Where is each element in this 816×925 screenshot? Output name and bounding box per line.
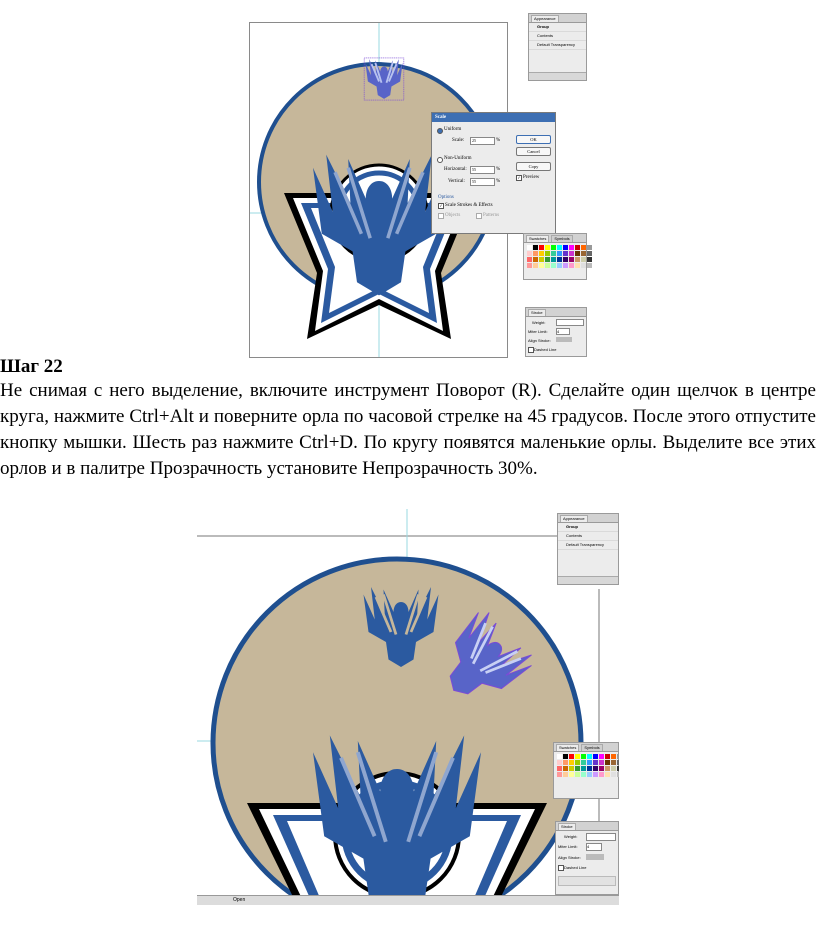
swatch[interactable] bbox=[611, 760, 616, 765]
stroke-panel bbox=[555, 821, 619, 895]
cancel-button[interactable]: Cancel bbox=[516, 147, 551, 156]
swatch[interactable] bbox=[587, 257, 592, 262]
stroke-tab[interactable]: Stroke bbox=[558, 823, 576, 830]
non-uniform-radio[interactable] bbox=[437, 157, 443, 163]
swatch[interactable] bbox=[569, 257, 574, 262]
swatch[interactable] bbox=[587, 772, 592, 777]
swatch[interactable] bbox=[563, 754, 568, 759]
swatch[interactable] bbox=[593, 772, 598, 777]
swatch[interactable] bbox=[539, 251, 544, 256]
swatch[interactable] bbox=[581, 766, 586, 771]
weight-label: Weight: bbox=[532, 320, 546, 325]
swatch[interactable] bbox=[587, 263, 592, 268]
swatch[interactable] bbox=[569, 251, 574, 256]
swatch[interactable] bbox=[575, 754, 580, 759]
horizontal-field[interactable]: 55 bbox=[470, 166, 495, 174]
swatch[interactable] bbox=[569, 772, 574, 777]
weight-field[interactable] bbox=[556, 319, 584, 326]
swatch[interactable] bbox=[587, 766, 592, 771]
swatch[interactable] bbox=[605, 754, 610, 759]
swatch[interactable] bbox=[611, 766, 616, 771]
swatch[interactable] bbox=[593, 754, 598, 759]
scale-field[interactable]: 25 bbox=[470, 137, 495, 145]
swatch[interactable] bbox=[599, 760, 604, 765]
swatch[interactable] bbox=[557, 245, 562, 250]
swatch[interactable] bbox=[539, 263, 544, 268]
swatch[interactable] bbox=[551, 245, 556, 250]
miter-field[interactable]: 4 bbox=[556, 328, 570, 335]
swatch[interactable] bbox=[617, 772, 619, 777]
status-open-label[interactable]: Open bbox=[233, 897, 246, 903]
vertical-field[interactable]: 55 bbox=[470, 178, 495, 186]
swatch[interactable] bbox=[551, 251, 556, 256]
objects-label: Objects bbox=[445, 213, 461, 218]
scale-label: Scale: bbox=[452, 138, 465, 143]
swatch[interactable] bbox=[527, 251, 532, 256]
stroke-panel bbox=[525, 307, 587, 357]
swatch[interactable] bbox=[581, 754, 586, 759]
miter-field[interactable]: 4 bbox=[586, 843, 602, 851]
swatch[interactable] bbox=[599, 772, 604, 777]
horizontal-percent: % bbox=[496, 167, 501, 172]
swatch[interactable] bbox=[605, 772, 610, 777]
scale-strokes-checkbox[interactable]: ✓ bbox=[439, 203, 443, 208]
symbols-tab[interactable]: Symbols bbox=[551, 235, 572, 242]
swatch[interactable] bbox=[575, 760, 580, 765]
swatch[interactable] bbox=[563, 263, 568, 268]
swatch[interactable] bbox=[575, 257, 580, 262]
swatch[interactable] bbox=[533, 245, 538, 250]
swatch[interactable] bbox=[557, 754, 562, 759]
swatch[interactable] bbox=[527, 257, 532, 262]
scale-strokes-label: Scale Strokes & Effects bbox=[445, 203, 493, 208]
swatch[interactable] bbox=[539, 245, 544, 250]
swatches-tab[interactable]: Swatches bbox=[526, 235, 549, 242]
swatch[interactable] bbox=[587, 754, 592, 759]
status-bar bbox=[197, 895, 619, 905]
swatch[interactable] bbox=[593, 760, 598, 765]
appearance-row-transparency[interactable]: Default Transparency bbox=[529, 41, 586, 50]
swatch[interactable] bbox=[581, 263, 586, 268]
appearance-row-contents[interactable]: Contents bbox=[558, 532, 618, 541]
swatch[interactable] bbox=[557, 766, 562, 771]
swatch[interactable] bbox=[569, 754, 574, 759]
swatch[interactable] bbox=[587, 245, 592, 250]
dashed-line-label: Dashed Line bbox=[564, 865, 587, 870]
step-heading: Шаг 22 bbox=[0, 356, 63, 377]
swatch[interactable] bbox=[617, 766, 619, 771]
swatch[interactable] bbox=[581, 251, 586, 256]
swatch[interactable] bbox=[527, 245, 532, 250]
swatch[interactable] bbox=[527, 263, 532, 268]
non-uniform-label: Non-Uniform bbox=[444, 156, 472, 161]
appearance-panel bbox=[528, 13, 587, 81]
weight-label: Weight: bbox=[564, 834, 578, 839]
uniform-radio[interactable] bbox=[437, 128, 443, 134]
swatch[interactable] bbox=[605, 766, 610, 771]
dash-gap-fields[interactable] bbox=[558, 876, 616, 886]
vertical-label: Vertical: bbox=[448, 179, 465, 184]
swatch[interactable] bbox=[581, 760, 586, 765]
swatches-panel bbox=[553, 742, 619, 799]
align-stroke-label: Align Stroke: bbox=[558, 855, 581, 860]
patterns-checkbox[interactable] bbox=[476, 213, 482, 219]
swatch[interactable] bbox=[563, 766, 568, 771]
swatch[interactable] bbox=[551, 263, 556, 268]
appearance-tab[interactable]: Appearance bbox=[560, 515, 588, 522]
swatch[interactable] bbox=[569, 766, 574, 771]
swatch[interactable] bbox=[593, 766, 598, 771]
swatch[interactable] bbox=[545, 263, 550, 268]
appearance-tab[interactable]: Appearance bbox=[531, 15, 559, 22]
swatch[interactable] bbox=[563, 772, 568, 777]
swatch[interactable] bbox=[551, 257, 556, 262]
swatch[interactable] bbox=[599, 766, 604, 771]
swatch[interactable] bbox=[569, 760, 574, 765]
swatch[interactable] bbox=[563, 257, 568, 262]
swatch[interactable] bbox=[545, 245, 550, 250]
swatch[interactable] bbox=[539, 257, 544, 262]
uniform-label: Uniform bbox=[444, 127, 462, 132]
patterns-label: Patterns bbox=[483, 213, 500, 218]
swatch[interactable] bbox=[557, 263, 562, 268]
swatch[interactable] bbox=[533, 251, 538, 256]
align-stroke-buttons[interactable] bbox=[586, 854, 604, 860]
swatch[interactable] bbox=[569, 263, 574, 268]
appearance-panel-footer bbox=[558, 576, 618, 584]
appearance-row-group[interactable]: Group bbox=[558, 523, 618, 532]
appearance-row-group[interactable]: Group bbox=[529, 23, 586, 32]
swatch[interactable] bbox=[569, 245, 574, 250]
options-label: Options bbox=[438, 195, 454, 200]
appearance-row-transparency[interactable]: Default Transparency bbox=[558, 541, 618, 550]
weight-field[interactable] bbox=[586, 833, 616, 841]
appearance-panel bbox=[557, 513, 619, 585]
swatch[interactable] bbox=[587, 251, 592, 256]
swatch[interactable] bbox=[617, 760, 619, 765]
stroke-tab[interactable]: Stroke bbox=[528, 309, 546, 316]
swatch[interactable] bbox=[557, 760, 562, 765]
copy-button[interactable]: Copy bbox=[516, 162, 551, 171]
swatch-grid[interactable] bbox=[557, 754, 619, 777]
swatch[interactable] bbox=[575, 766, 580, 771]
swatch[interactable] bbox=[587, 760, 592, 765]
appearance-panel-footer bbox=[529, 72, 586, 80]
horizontal-label: Horizontal: bbox=[444, 167, 467, 172]
swatch[interactable] bbox=[605, 760, 610, 765]
swatch[interactable] bbox=[545, 251, 550, 256]
swatch[interactable] bbox=[575, 772, 580, 777]
swatch[interactable] bbox=[599, 754, 604, 759]
swatch[interactable] bbox=[617, 754, 619, 759]
dashed-line-label: Dashed Line bbox=[534, 347, 557, 352]
swatch[interactable] bbox=[557, 772, 562, 777]
appearance-row-contents[interactable]: Contents bbox=[529, 32, 586, 41]
swatch[interactable] bbox=[545, 257, 550, 262]
swatch[interactable] bbox=[611, 772, 616, 777]
swatches-panel bbox=[523, 233, 587, 280]
ok-button[interactable]: OK bbox=[516, 135, 551, 144]
align-stroke-label: Align Stroke: bbox=[528, 338, 551, 343]
swatch[interactable] bbox=[581, 257, 586, 262]
swatch[interactable] bbox=[575, 251, 580, 256]
vertical-percent: % bbox=[496, 179, 501, 184]
swatch[interactable] bbox=[563, 245, 568, 250]
swatch[interactable] bbox=[557, 257, 562, 262]
swatch[interactable] bbox=[581, 245, 586, 250]
swatch[interactable] bbox=[581, 772, 586, 777]
miter-label: Miter Limit: bbox=[558, 844, 578, 849]
swatch[interactable] bbox=[533, 263, 538, 268]
swatch-grid[interactable] bbox=[527, 245, 592, 268]
screenshot-rotated-eagles bbox=[197, 509, 619, 905]
scale-dialog bbox=[431, 112, 556, 234]
swatch[interactable] bbox=[611, 754, 616, 759]
align-stroke-buttons[interactable] bbox=[556, 337, 572, 342]
swatch[interactable] bbox=[563, 251, 568, 256]
step-instructions: Не снимая с него выделение, включите инструмент Поворот (R). Сделайте один щелчок в центре круга, нажмите Ctrl+Alt и поверните орла по часовой стрелке на 45 градусов. После этого отпустите кнопку мышки. Шесть раз нажмите Ctrl+D. По кругу появятся маленькие орлы. Выделите все этих орлов и в палитре Прозрачность установите Непрозрачность 30%. bbox=[0, 380, 816, 479]
swatch[interactable] bbox=[557, 251, 562, 256]
preview-label: Preview bbox=[523, 175, 540, 180]
miter-label: Miter Limit: bbox=[528, 329, 548, 334]
scale-dialog-title: Scale bbox=[432, 113, 555, 122]
swatch[interactable] bbox=[575, 263, 580, 268]
symbols-tab[interactable]: Symbols bbox=[581, 744, 602, 751]
swatch[interactable] bbox=[575, 245, 580, 250]
screenshot-scale-dialog bbox=[249, 0, 586, 357]
objects-checkbox[interactable] bbox=[438, 213, 444, 219]
swatch[interactable] bbox=[563, 760, 568, 765]
swatch[interactable] bbox=[533, 257, 538, 262]
swatches-tab[interactable]: Swatches bbox=[556, 744, 579, 751]
scale-percent: % bbox=[496, 138, 501, 143]
preview-checkbox[interactable]: ✓ bbox=[517, 175, 521, 180]
